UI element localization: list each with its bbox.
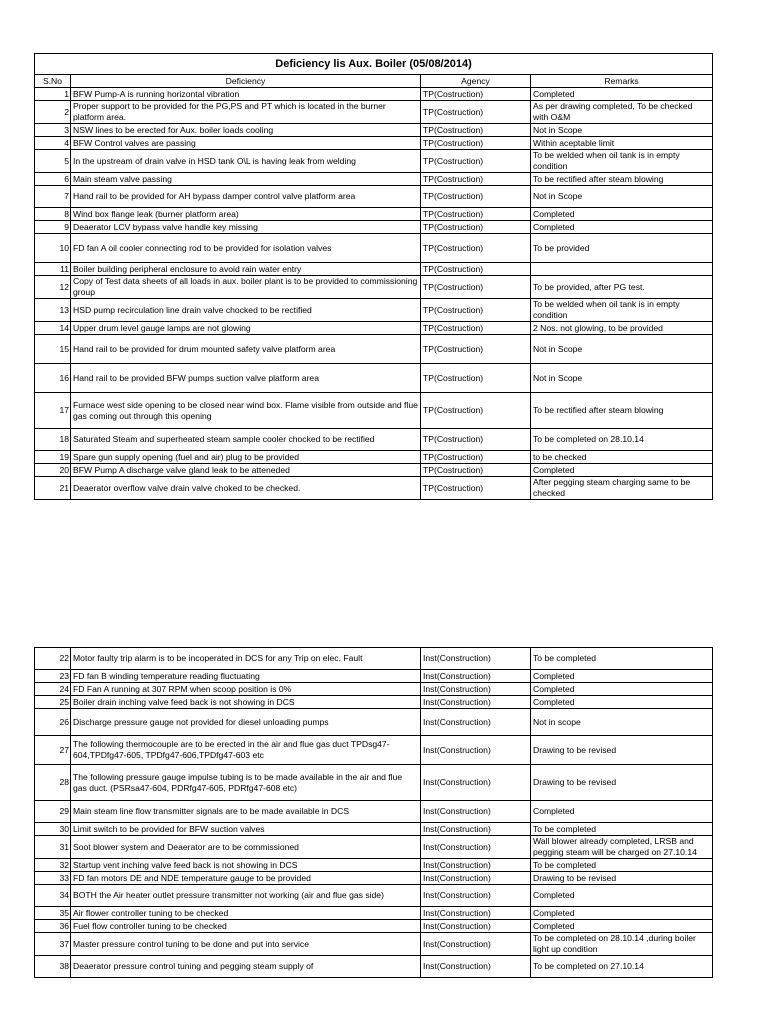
cell-deficiency: The following thermocouple are to be erected in the air and flue gas duct TPDsg47-604,TPDfg47-605, TPDfg47-606,TPDfg47-603 etc [71,736,421,765]
deficiency-table-part2 [34,647,713,978]
cell-agency: Inst(Construction) [421,823,531,836]
cell-sno: 23 [35,670,71,683]
cell-agency: TP(Costruction) [421,208,531,221]
cell-deficiency: Deaerator LCV bypass valve handle key missing [71,221,421,234]
table-row [35,124,713,137]
cell-deficiency: BFW Pump A discharge valve gland leak to be atteneded [71,464,421,477]
cell-agency: Inst(Construction) [421,836,531,859]
table-row [35,859,713,872]
cell-deficiency: BOTH the Air heater outlet pressure transmitter not working (air and flue gas side) [71,885,421,907]
table-row [35,234,713,263]
cell-agency: Inst(Construction) [421,683,531,696]
cell-agency: Inst(Construction) [421,648,531,670]
cell-deficiency: FD fan motors DE and NDE temperature gauge to be provided [71,872,421,885]
cell-deficiency: FD Fan A running at 307 RPM when scoop position is 0% [71,683,421,696]
cell-sno: 3 [35,124,71,137]
cell-deficiency: Limit switch to be provided for BFW suction valves [71,823,421,836]
cell-deficiency: Hand rail to be provided BFW pumps suction valve platform area [71,364,421,393]
cell-agency: Inst(Construction) [421,696,531,709]
table-row [35,920,713,933]
cell-sno: 4 [35,137,71,150]
cell-deficiency: Upper drum level gauge lamps are not glowing [71,322,421,335]
table-row [35,823,713,836]
cell-sno: 37 [35,933,71,956]
cell-agency: TP(Costruction) [421,299,531,322]
cell-deficiency: Motor faulty trip alarm is to be incoperated in DCS for any Trip on elec. Fault [71,648,421,670]
header-deficiency: Deficiency [71,75,421,88]
cell-deficiency: Proper support to be provided for the PG,PS and PT which is located in the burner platform area. [71,101,421,124]
cell-agency: TP(Costruction) [421,221,531,234]
cell-remarks [531,263,713,276]
table-row [35,364,713,393]
cell-remarks: To be completed [531,648,713,670]
cell-agency: TP(Costruction) [421,124,531,137]
cell-agency: Inst(Construction) [421,872,531,885]
cell-remarks: Wall blower already completed, LRSB and pegging steam will be charged on 27.10.14 [531,836,713,859]
table-row [35,648,713,670]
cell-remarks: Completed [531,88,713,101]
cell-sno: 10 [35,234,71,263]
cell-agency: TP(Costruction) [421,393,531,429]
cell-sno: 38 [35,956,71,978]
cell-agency: TP(Costruction) [421,335,531,364]
cell-agency: TP(Costruction) [421,364,531,393]
cell-sno: 29 [35,801,71,823]
table-row [35,88,713,101]
cell-sno: 13 [35,299,71,322]
cell-agency: TP(Costruction) [421,464,531,477]
cell-sno: 34 [35,885,71,907]
cell-remarks: Completed [531,208,713,221]
table-row [35,765,713,801]
cell-remarks: Completed [531,221,713,234]
cell-agency: Inst(Construction) [421,670,531,683]
table-row [35,477,713,500]
cell-sno: 28 [35,765,71,801]
cell-deficiency: Spare gun supply opening (fuel and air) plug to be provided [71,451,421,464]
cell-remarks: To be rectified after steam blowing [531,393,713,429]
cell-deficiency: The following pressure gauge impulse tubing is to be made available in the air and flue gas duct. (PSRsa47-604, PDRfg47-605, PDRfg47-608 etc) [71,765,421,801]
cell-remarks: To be provided [531,234,713,263]
table-row [35,956,713,978]
table-row [35,464,713,477]
cell-remarks: Completed [531,683,713,696]
cell-agency: TP(Costruction) [421,101,531,124]
cell-deficiency: Wind box flange leak (burner platform area) [71,208,421,221]
cell-deficiency: Fuel flow controller tuning to be checked [71,920,421,933]
cell-remarks: Not in Scope [531,186,713,208]
header-agency: Agency [421,75,531,88]
cell-remarks: To be completed [531,859,713,872]
cell-sno: 21 [35,477,71,500]
cell-agency: Inst(Construction) [421,885,531,907]
cell-remarks: Completed [531,920,713,933]
cell-agency: Inst(Construction) [421,801,531,823]
cell-deficiency: BFW Control valves are passing [71,137,421,150]
cell-deficiency: Main steam line flow transmitter signals are to be made available in DCS [71,801,421,823]
cell-sno: 22 [35,648,71,670]
cell-deficiency: FD fan B winding temperature reading fluctuating [71,670,421,683]
table-row [35,451,713,464]
cell-remarks: Completed [531,907,713,920]
table-row [35,150,713,173]
table-row [35,101,713,124]
cell-deficiency: Deaerator overflow valve drain valve choked to be checked. [71,477,421,500]
cell-deficiency: Furnace west side opening to be closed near wind box. Flame visible from outside and flue gas coming out through this opening [71,393,421,429]
cell-deficiency: Boiler drain inching valve feed back is not showing in DCS [71,696,421,709]
cell-remarks: Not in scope [531,709,713,736]
cell-sno: 17 [35,393,71,429]
cell-remarks: To be completed on 28.10.14 ,during boiler light up condition [531,933,713,956]
cell-sno: 30 [35,823,71,836]
cell-sno: 14 [35,322,71,335]
table-row [35,299,713,322]
table-row [35,933,713,956]
cell-agency: TP(Costruction) [421,276,531,299]
cell-deficiency: Master pressure control tuning to be done and put into service [71,933,421,956]
cell-agency: TP(Costruction) [421,186,531,208]
table-row [35,322,713,335]
cell-sno: 8 [35,208,71,221]
cell-agency: TP(Costruction) [421,88,531,101]
cell-sno: 36 [35,920,71,933]
cell-remarks: Drawing to be revised [531,765,713,801]
cell-remarks: Completed [531,464,713,477]
cell-deficiency: NSW lines to be erected for Aux. boiler loads cooling [71,124,421,137]
cell-deficiency: Discharge pressure gauge not provided for diesel unloading pumps [71,709,421,736]
cell-sno: 32 [35,859,71,872]
cell-deficiency: Hand rail to be provided for drum mounted safety valve platform area [71,335,421,364]
cell-remarks: Drawing to be revised [531,872,713,885]
header-sno: S.No [35,75,71,88]
cell-remarks: Completed [531,885,713,907]
cell-sno: 24 [35,683,71,696]
table-row [35,186,713,208]
table-row [35,907,713,920]
cell-deficiency: FD fan A oil cooler connecting rod to be provided for isolation valves [71,234,421,263]
table-row [35,263,713,276]
table-row [35,801,713,823]
cell-sno: 33 [35,872,71,885]
cell-agency: Inst(Construction) [421,736,531,765]
cell-deficiency: Boiler building peripheral enclosure to avoid rain water entry [71,263,421,276]
cell-remarks: Within aceptable limit [531,137,713,150]
cell-deficiency: Deaerator pressure control tuning and pegging steam supply of [71,956,421,978]
cell-sno: 25 [35,696,71,709]
cell-remarks: After pegging steam charging same to be checked [531,477,713,500]
table-row [35,670,713,683]
cell-remarks: To be welded when oil tank is in empty condition [531,299,713,322]
cell-sno: 2 [35,101,71,124]
table-body-part1 [35,88,713,500]
cell-agency: TP(Costruction) [421,150,531,173]
header-remarks: Remarks [531,75,713,88]
table-row [35,683,713,696]
cell-remarks: To be welded when oil tank is in empty condition [531,150,713,173]
cell-agency: TP(Costruction) [421,137,531,150]
cell-deficiency: Saturated Steam and superheated steam sample cooler chocked to be rectified [71,429,421,451]
cell-deficiency: Main steam valve passing [71,173,421,186]
cell-sno: 27 [35,736,71,765]
table-row [35,137,713,150]
cell-agency: Inst(Construction) [421,709,531,736]
cell-agency: Inst(Construction) [421,859,531,872]
table-row [35,429,713,451]
cell-agency: Inst(Construction) [421,920,531,933]
cell-remarks: to be checked [531,451,713,464]
cell-remarks: To be completed on 28.10.14 [531,429,713,451]
cell-remarks: Completed [531,801,713,823]
cell-remarks: To be rectified after steam blowing [531,173,713,186]
cell-agency: TP(Costruction) [421,234,531,263]
cell-agency: TP(Costruction) [421,263,531,276]
cell-sno: 11 [35,263,71,276]
cell-remarks: Drawing to be revised [531,736,713,765]
cell-deficiency: In the upstream of drain valve in HSD tank O\L is having leak from welding [71,150,421,173]
cell-deficiency: Air flower controller tuning to be checked [71,907,421,920]
cell-agency: TP(Costruction) [421,429,531,451]
cell-sno: 18 [35,429,71,451]
cell-agency: Inst(Construction) [421,907,531,920]
table-row [35,276,713,299]
cell-agency: Inst(Construction) [421,956,531,978]
cell-sno: 35 [35,907,71,920]
cell-agency: Inst(Construction) [421,765,531,801]
cell-deficiency: Startup vent inching valve feed back is not showing in DCS [71,859,421,872]
table-row [35,736,713,765]
cell-agency: TP(Costruction) [421,173,531,186]
table-row [35,872,713,885]
table-row [35,696,713,709]
cell-remarks: To be completed [531,823,713,836]
table-row [35,173,713,186]
cell-remarks: Not in Scope [531,124,713,137]
cell-sno: 15 [35,335,71,364]
cell-deficiency: HSD pump recirculation line drain valve chocked to be rectified [71,299,421,322]
cell-sno: 19 [35,451,71,464]
cell-agency: Inst(Construction) [421,933,531,956]
cell-deficiency: Hand rail to be provided for AH bypass damper control valve platform area [71,186,421,208]
cell-deficiency: BFW Pump-A is running horizontal vibration [71,88,421,101]
table-row [35,885,713,907]
cell-sno: 6 [35,173,71,186]
cell-sno: 31 [35,836,71,859]
cell-sno: 9 [35,221,71,234]
table-row [35,221,713,234]
cell-remarks: Completed [531,670,713,683]
cell-sno: 26 [35,709,71,736]
cell-deficiency: Soot blower system and Deaerator are to be commissioned [71,836,421,859]
deficiency-table-part1 [34,53,713,500]
cell-sno: 12 [35,276,71,299]
table-row [35,393,713,429]
cell-sno: 5 [35,150,71,173]
cell-remarks: To be completed on 27.10.14 [531,956,713,978]
table-row [35,335,713,364]
cell-agency: TP(Costruction) [421,477,531,500]
cell-remarks: 2 Nos. not glowing, to be provided [531,322,713,335]
cell-remarks: To be provided, after PG test. [531,276,713,299]
table-title: Deficiency lis Aux. Boiler (05/08/2014) [35,54,713,75]
cell-agency: TP(Costruction) [421,451,531,464]
cell-agency: TP(Costruction) [421,322,531,335]
table-body-part2 [35,648,713,978]
table-row [35,208,713,221]
cell-sno: 1 [35,88,71,101]
table-row [35,836,713,859]
table-row [35,709,713,736]
cell-remarks: Completed [531,696,713,709]
cell-remarks: As per drawing completed, To be checked with O&M [531,101,713,124]
cell-sno: 16 [35,364,71,393]
cell-deficiency: Copy of Test data sheets of all loads in aux. boiler plant is to be provided to commissioning group [71,276,421,299]
cell-remarks: Not in Scope [531,364,713,393]
cell-remarks: Not in Scope [531,335,713,364]
cell-sno: 7 [35,186,71,208]
cell-sno: 20 [35,464,71,477]
